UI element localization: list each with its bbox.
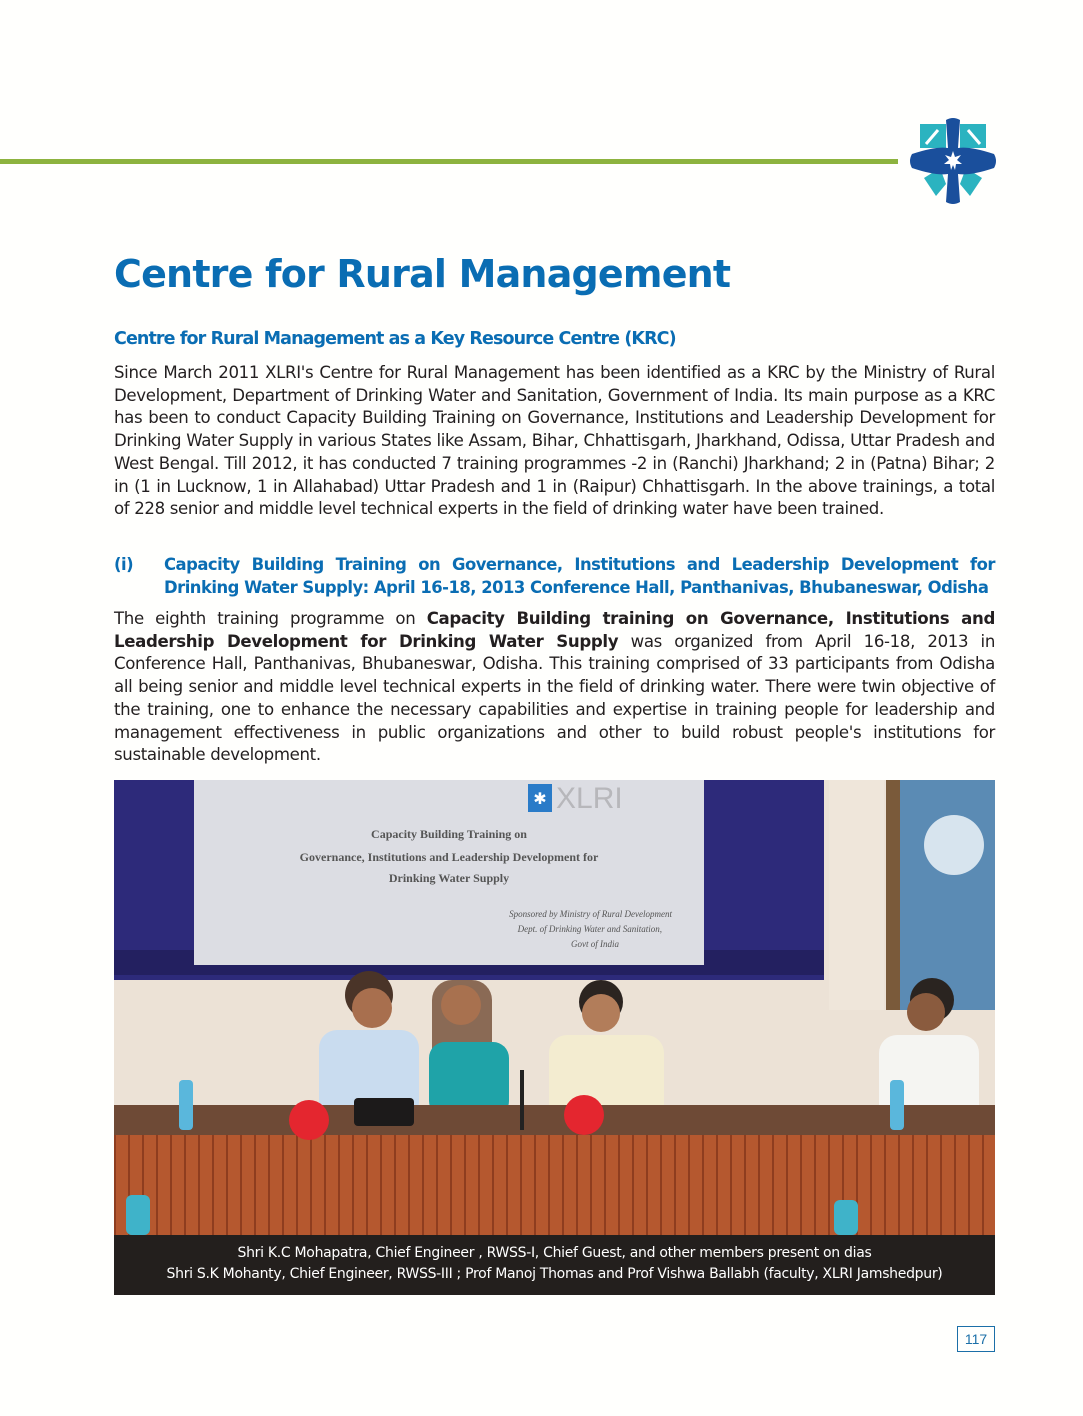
caption-line-2: Shri S.K Mohanty, Chief Engineer, RWSS-III ; Prof Manoj Thomas and Prof Vishwa Ballabh (faculty, XLRI Jamshedpur) (166, 1266, 943, 1282)
page-number: 117 (957, 1326, 995, 1352)
paragraph-bold-title: Capacity Building training on Governance, Institutions and Leadership Development for Drinking Water Supply (114, 609, 995, 651)
intro-paragraph: Since March 2011 XLRI's Centre for Rural Management has been identified as a KRC by the Ministry of Rural Development, Department of Drinking Water and Sanitation, Government of India. Its main purpose as a KRC has been to conduct Capacity Building Training on Governance, Institutions and Leadership Development for Drinking Water Supply in various States like Assam, Bihar, Chhattisgarh, Jharkhand, Odissa, Uttar Pradesh and West Bengal. Till 2012, it has conducted 7 training programmes -2 in (Ranchi) Jharkhand; 2 in (Patna) Bihar; 2 in (1 in Lucknow, 1 in Allahabad) Uttar Pradesh and 1 in (Raipur) Chhattisgarh. In the above trainings, a total of 228 senior and middle level technical experts in the field of drinking water have been trained. (114, 363, 995, 519)
sponsor-line-3: Govt of India (571, 939, 619, 949)
item-heading-text: Capacity Building Training on Governance, Institutions and Leadership Development for Drinking Water Supply: April 16-18, 2013 Conference Hall, Panthanivas, Bhubaneswar, Odisha (164, 555, 995, 597)
caption-line-1: Shri K.C Mohapatra, Chief Engineer , RWSS-I, Chief Guest, and other members present on dias (237, 1245, 872, 1261)
sponsor-line-1: Sponsored by Ministry of Rural Development (509, 909, 672, 919)
banner-brand: XLRI (556, 782, 623, 815)
page-title: Centre for Rural Management (114, 252, 731, 296)
paragraph-body: was organized from April 16-18, 2013 in Conference Hall, Panthanivas, Bhubaneswar, Odisha. This training comprised of 33 participants from Odisha all being senior and middle level technical experts in the field of drinking water. There were twin objective of the training, one to enhance the necessary capabilities and expertise in training people for leadership and management effectiveness in public organizations and other to build robust people's institutions for sustainable development. (114, 631, 995, 765)
xlri-logo-icon (910, 118, 996, 204)
banner-line-2: Governance, Institutions and Leadership Development for (299, 850, 599, 864)
banner-line-3: Drinking Water Supply (388, 871, 510, 885)
training-item-heading (114, 554, 995, 599)
header-rule (0, 159, 898, 164)
section-subtitle: Centre for Rural Management as a Key Resource Centre (KRC) (114, 329, 676, 349)
xlri-snowflake-icon: ✱ (533, 789, 547, 808)
item-number: (i) (114, 555, 134, 574)
event-photo (114, 780, 995, 1235)
photo-caption (114, 1235, 995, 1295)
sponsor-line-2: Dept. of Drinking Water and Sanitation, (517, 924, 662, 934)
banner-line-1: Capacity Building Training on (371, 827, 527, 841)
training-paragraph (114, 608, 995, 767)
paragraph-intro: The eighth training programme on (114, 609, 427, 628)
